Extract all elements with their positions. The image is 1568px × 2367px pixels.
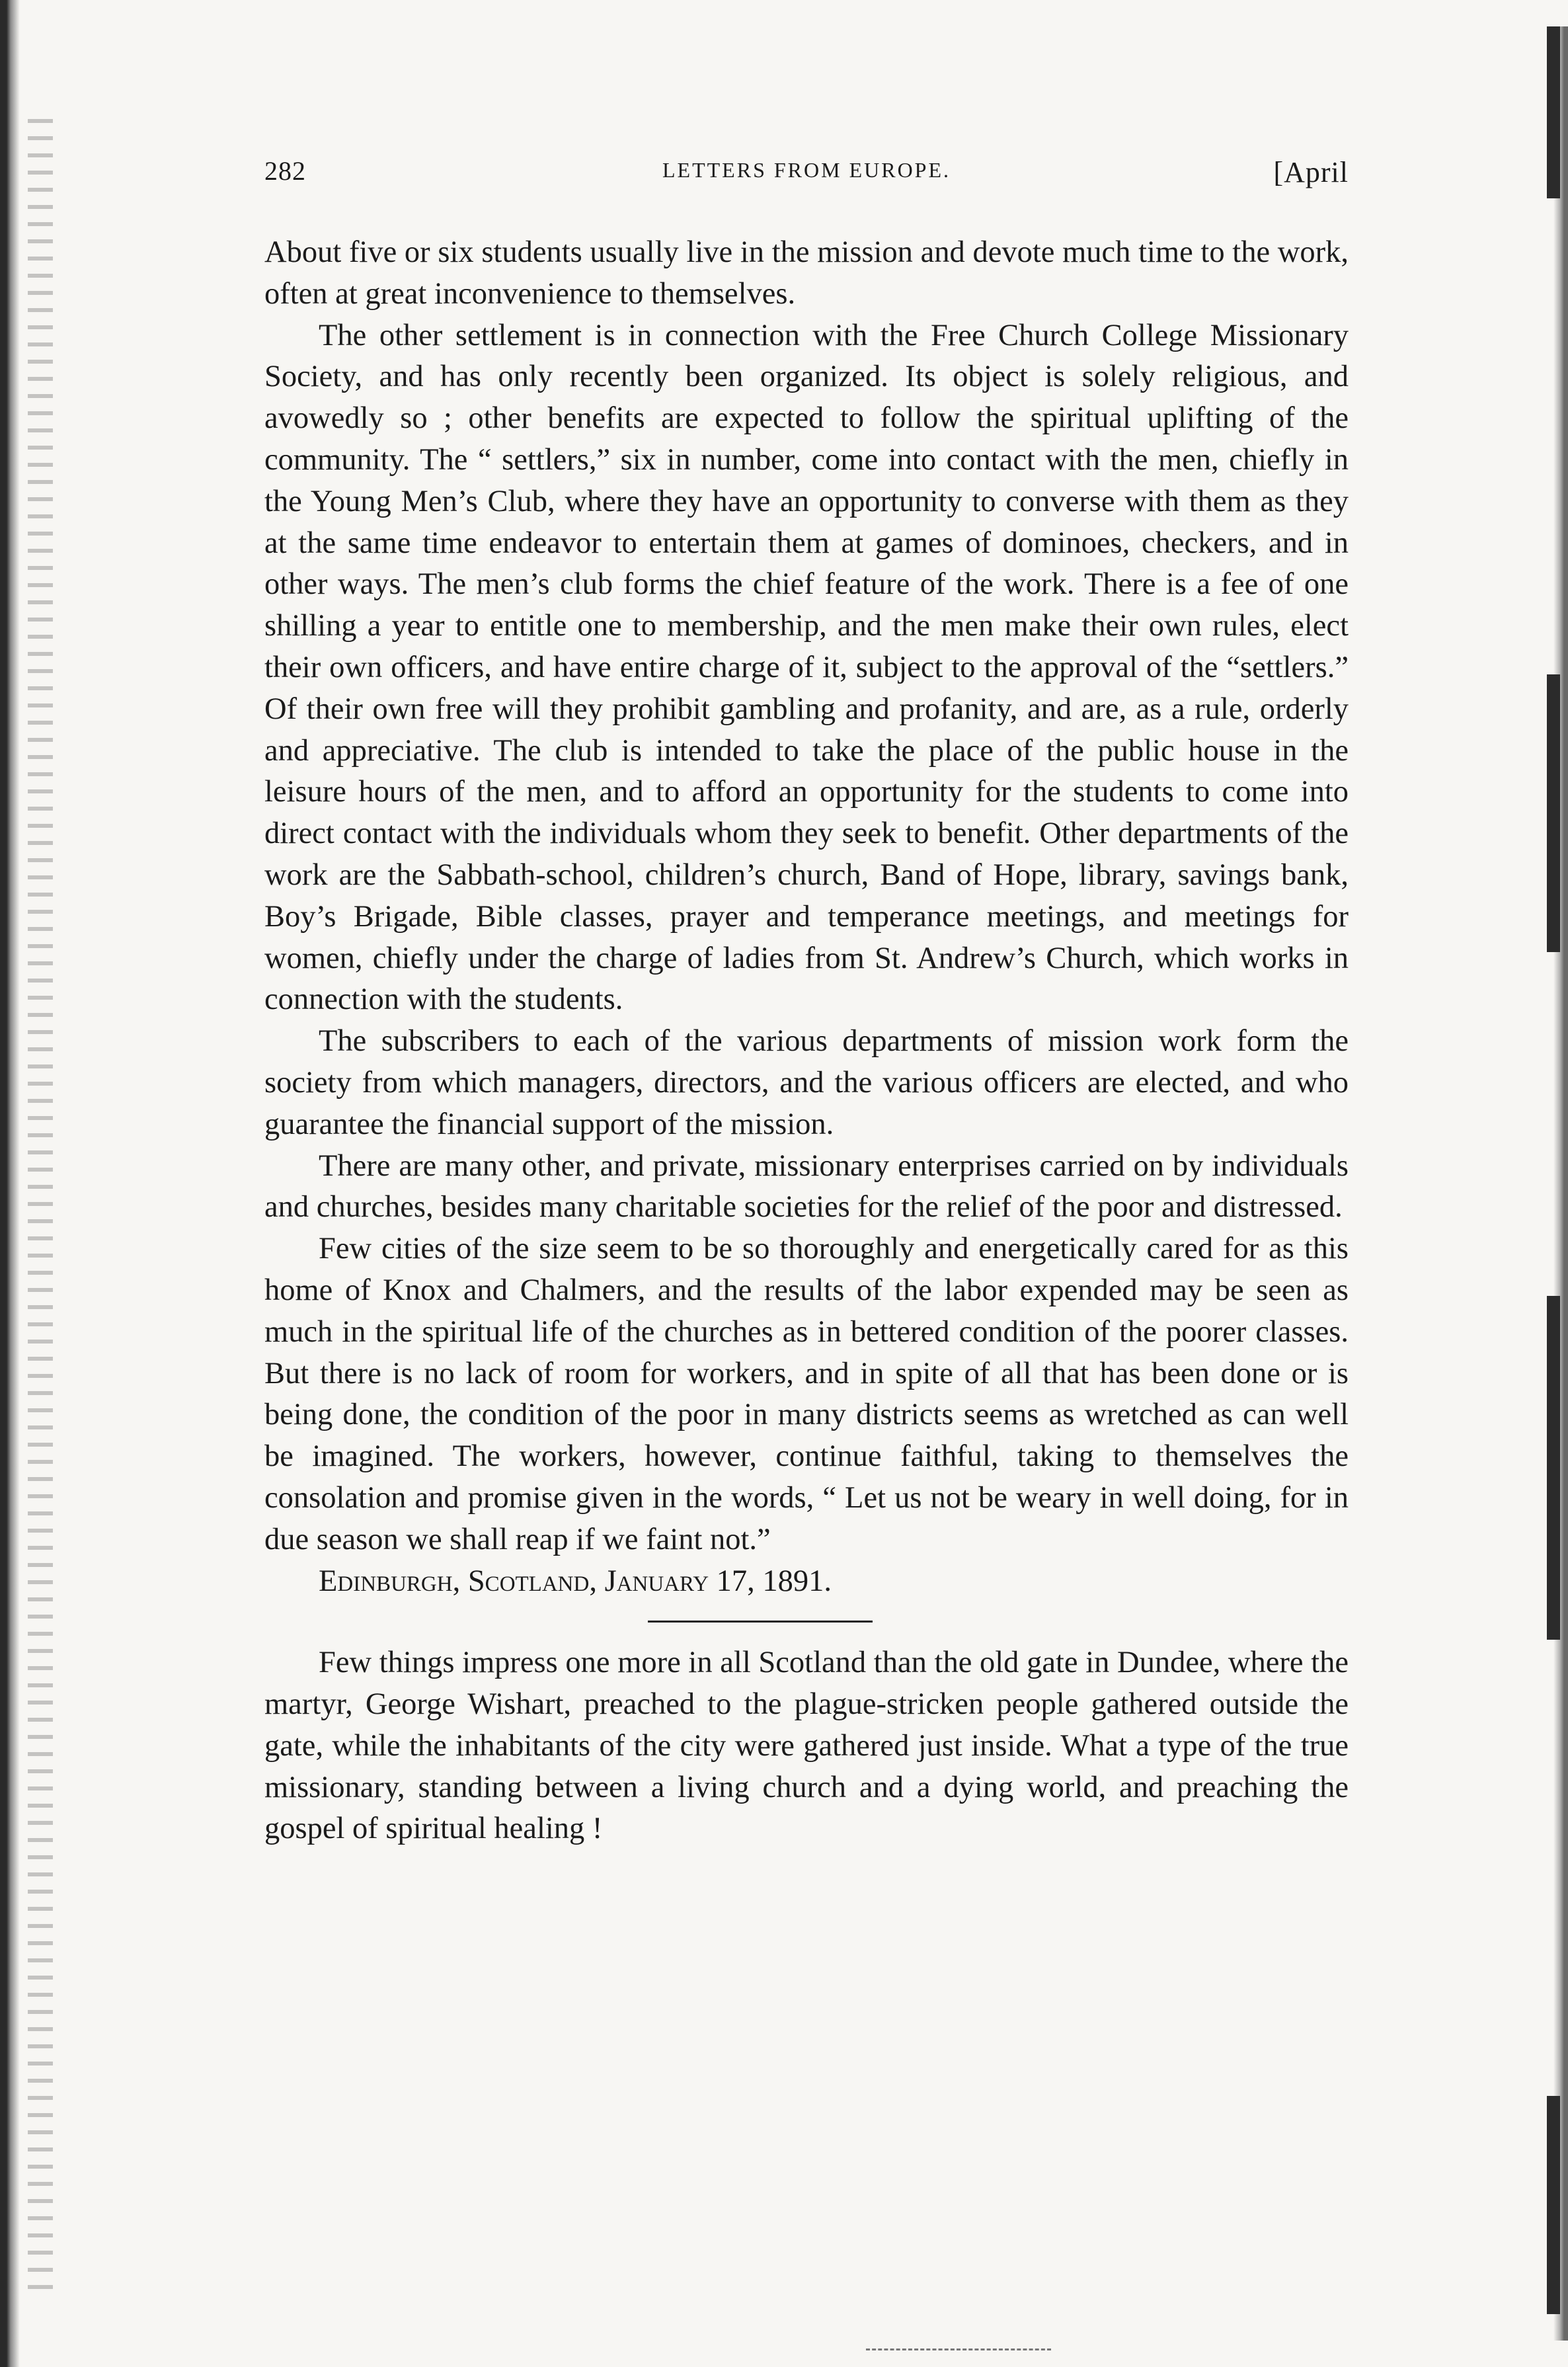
book-page (264, 155, 1349, 1850)
scan-edge-right (1553, 26, 1568, 2341)
body-text (264, 232, 1349, 1850)
scan-bottom-mark (866, 2348, 1051, 2350)
scan-mark-right (1547, 2096, 1560, 2314)
dateline: Edinburgh, Scotland, January 17, 1891. (319, 1564, 832, 1598)
running-month: [April (1273, 156, 1349, 188)
paragraph: About five or six students usually live in the mission and devote much time to the work, often at great inconvenience to themselves. (264, 235, 1349, 311)
paragraph: The other settlement is in connection with the Free Church College Missionary Society, and has only recently been organized. Its object is solely religious, and avowedly so ; other benefits are expected to follow the spiritual uplifting of the community. The “ settlers,” six in number, come into contact with the men, chiefly in the Young Men’s Club, where they have an opportunity to converse with them as they at the same time endeavor to entertain them at games of dominoes, checkers, and in other ways. The men’s club forms the chief feature of the work. There is a fee of one shilling a year to entitle one to membership, and the men make their own rules, elect their own officers, and have entire charge of it, subject to the approval of the “settlers.” Of their own free will they prohibit gambling and profanity, and are, as a rule, orderly and appreciative. The club is intended to take the place of the public house in the leisure hours of the men, and to afford an opportunity for the students to come into direct contact with the individuals whom they seek to benefit. Other departments of the work are the Sabbath-school, children’s church, Band of Hope, library, savings bank, Boy’s Brigade, Bible classes, prayer and temperance meetings, and meetings for women, chiefly under the charge of ladies from St. Andrew’s Church, which works in connection with the students. (264, 318, 1349, 1017)
scan-mark-right (1547, 1296, 1560, 1640)
paragraph: Few cities of the size seem to be so thoroughly and energetically cared for as this home of Knox and Chalmers, and the results of the labor expended may be seen as much in the spiritual life of the churches as in bettered condition of the poorer classes. But there is no lack of room for workers, and in spite of all that has been done or is being done, the condition of the poor in many districts seems as wretched as can well be imagined. The workers, however, continue faithful, taking to themselves the consolation and promise given in the words, “ Let us not be weary in well doing, for in due season we shall reap if we faint not.” (264, 1232, 1349, 1556)
closing-paragraph: Few things impress one more in all Scotland than the old gate in Dundee, where the martyr, George Wishart, preached to the plague-stricken people gathered outside the gate, while the inhabitants of the city were gathered just inside. What a type of the true missionary, standing between a living church and a dying world, and preaching the gospel of spiritual healing ! (264, 1646, 1349, 1846)
section-divider (648, 1621, 873, 1623)
scan-mark-right (1547, 674, 1560, 952)
page-number: 282 (264, 156, 306, 186)
running-head (264, 155, 1349, 195)
scan-mark-right (1547, 26, 1560, 198)
running-title: LETTERS FROM EUROPE. (662, 158, 951, 182)
scan-speckle-left (28, 119, 53, 2301)
paragraph: The subscribers to each of the various departments of mission work form the society from which managers, directors, and the various officers are elected, and who guarantee the financial support of the mission. (264, 1024, 1349, 1141)
scan-edge-left (0, 0, 20, 2367)
paragraph: There are many other, and private, missionary enterprises carried on by individuals and churches, besides many charitable societies for the relief of the poor and distressed. (264, 1148, 1349, 1224)
